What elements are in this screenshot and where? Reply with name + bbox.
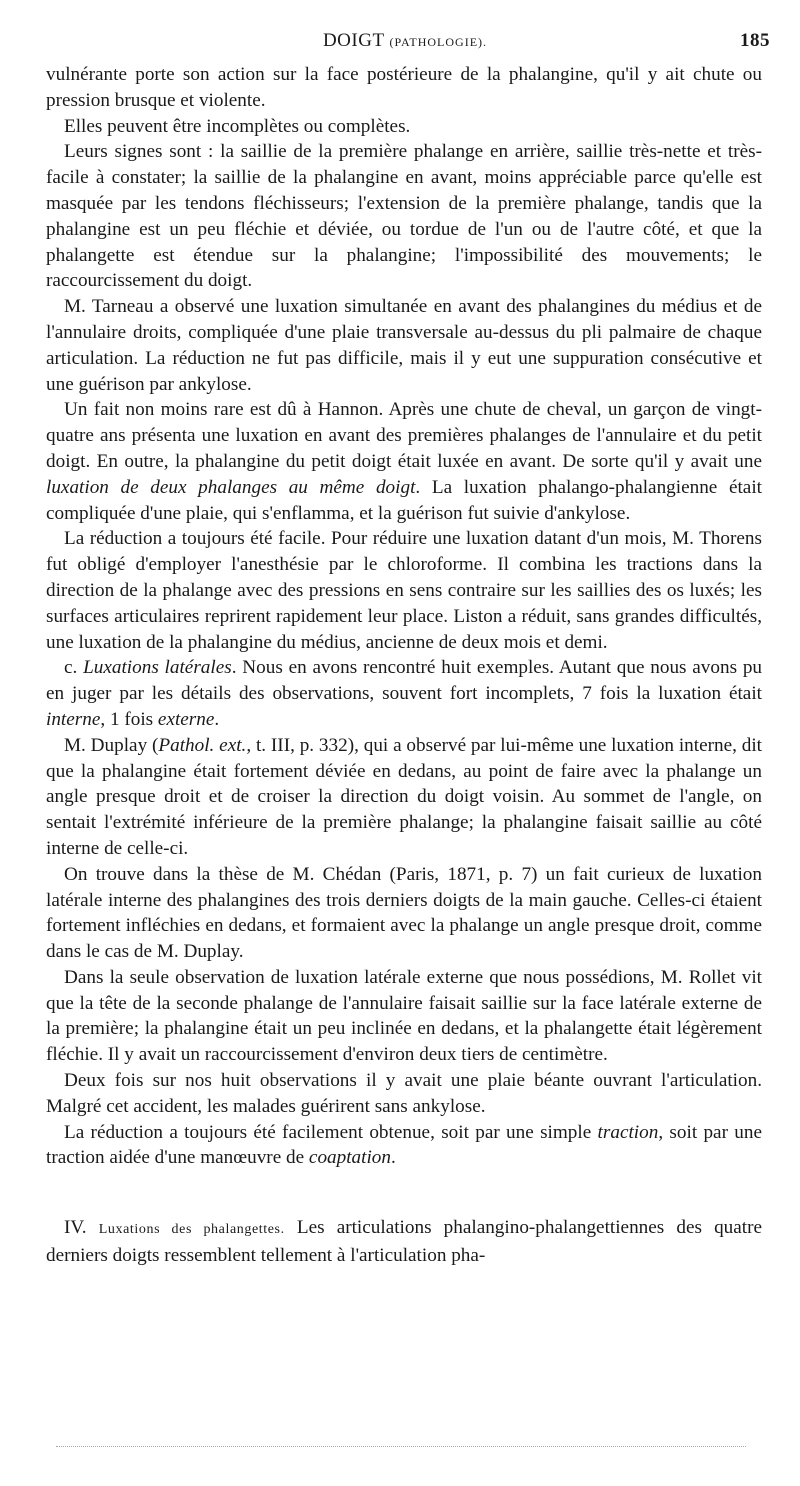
- text-run: Un fait non moins rare est dû à Hannon. Après une chute de cheval, un garçon de vingt-quatre ans présenta une luxation en avant des premières phalanges de l'annulaire et du petit doigt. En outre, la phalangine du petit doigt était luxée en avant. De sorte qu'il y avait une: [46, 399, 762, 472]
- section-heading: Luxations des phalangettes.: [98, 1222, 285, 1238]
- running-title: [40, 30, 770, 52]
- text-run: . La luxation phalango-phalangienne était compliquée d'une plaie, qui s'enflamma, et la guérison fut suivie d'ankylose.: [46, 476, 762, 524]
- text-run: M. Duplay (: [64, 734, 159, 756]
- subsection-title: Luxations latérales: [83, 657, 232, 679]
- text-run: .: [214, 708, 220, 730]
- paragraph: La réduction a toujours été facile. Pour réduire une luxation datant d'un mois, M. Thorens fut obligé d'employer l'anesthésie par le chloroforme. Il combina les tractions dans la direction de la phalange avec des pressions en sens contraire sur les saillies des os luxés; les surfaces articulaires reprirent rapidement leur place. Liston a réduit, sans grandes difficultés, une luxation de la phalangine du médius, ancienne de deux mois et demi.: [46, 528, 762, 653]
- italic-run: coaptation: [308, 1147, 391, 1169]
- paragraph: Deux fois sur nos huit observations il y avait une plaie béante ouvrant l'articulation. Malgré cet accident, les malades guérirent sans ankylose.: [46, 1070, 762, 1117]
- text-run: La réduction a toujours été facilement obtenue, soit par une simple: [64, 1121, 598, 1143]
- italic-run: Pathol. ext.: [158, 734, 247, 756]
- paragraph: M. Tarneau a observé une luxation simultanée en avant des phalangines du médius et de l'annulaire droits, compliquée d'une plaie transversale au-dessus du pli palmaire de chaque articulation. La réduction ne fut pas difficile, mais il y eut une suppuration consécutive et une guérison par ankylose.: [46, 296, 762, 395]
- paragraph: [46, 397, 762, 526]
- section-iv: [46, 1215, 762, 1269]
- text-run: .: [391, 1147, 396, 1169]
- running-title-subject: (PATHOLOGIE).: [389, 35, 488, 49]
- running-title-word: DOIGT: [322, 30, 385, 51]
- text-run: . Nous en avons rencontré huit exemples. Autant que nous avons pu en juger par les détails des observations, souvent fort incomplets, 7 fois la luxation était: [46, 657, 763, 705]
- page-number: 185: [740, 30, 770, 51]
- paragraph-continuation: vulnérante porte son action sur la face postérieure de la phalangine, qu'il y ait chute ou pression brusque et violente.: [46, 64, 762, 111]
- paragraph: On trouve dans la thèse de M. Chédan (Paris, 1871, p. 7) un fait curieux de luxation latérale interne des phalangines des trois derniers doigts de la main gauche. Celles-ci étaient fortement infléchies en dedans, et formaient avec la phalange un angle presque droit, comme dans le cas de M. Duplay.: [46, 863, 762, 963]
- running-header: [40, 30, 770, 58]
- text-run: , soit par une traction aidée d'une manœuvre de: [46, 1121, 762, 1169]
- paragraph: [46, 733, 762, 862]
- italic-run: traction: [597, 1121, 659, 1143]
- text-run: c.: [64, 657, 84, 679]
- footer-dotted-rule: [56, 1446, 746, 1447]
- paragraph: [46, 1120, 762, 1172]
- paragraph: Leurs signes sont : la saillie de la première phalange en arrière, saillie très-nette et très-facile à constater; la saillie de la phalangine en avant, moins appréciable parce qu'elle est masquée par les tendons fléchisseurs; l'extension de la première phalange, tandis que la phalangine est un peu fléchie et déviée, ou tordue de l'un ou de l'autre côté, et que la phalangette est étendue sur la phalangine; l'impossibilité des mouvements; le raccourcissement du doigt.: [46, 141, 762, 292]
- page-body: [46, 62, 762, 1269]
- text-run: , t. III, p. 332), qui a observé par lui-même une luxation interne, dit que la phalangine était fortement déviée en dedans, au point de faire avec la phalange un angle presque droit et de croiser la direction du doigt voisin. Au sommet de l'angle, on sentait l'extrémité inférieure de la première phalange; la phalangine faisait saillie au côté interne de celle-ci.: [46, 734, 762, 859]
- italic-run: externe: [157, 708, 215, 730]
- italic-run: interne: [46, 708, 101, 730]
- section-numeral: IV.: [64, 1217, 87, 1239]
- text-run: , 1 fois: [100, 708, 158, 730]
- section-text: Les articulations phalangino-phalangettiennes des quatre derniers doigts ressemblent tellement à l'articulation pha-: [46, 1217, 763, 1267]
- paragraph: Elles peuvent être incomplètes ou complètes.: [64, 115, 411, 137]
- paragraph: Dans la seule observation de luxation latérale externe que nous possédions, M. Rollet vit que la tête de la seconde phalange de l'annulaire faisait saillie sur la face latérale externe de la première; la phalangine était un peu inclinée en dedans, et la phalangette était légèrement fléchie. Il y avait un raccourcissement d'environ deux tiers de centimètre.: [46, 966, 762, 1066]
- italic-run: luxation de deux phalanges au même doigt: [46, 476, 416, 498]
- paragraph-subsection-c: [46, 655, 762, 732]
